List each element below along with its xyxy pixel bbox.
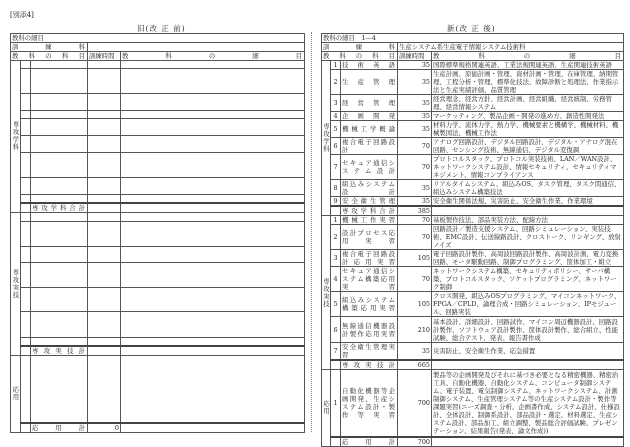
subject-detail: 生産計画、原価計画・管理、資材計画・管理、在庫管理、納期管理、工程分析・管理、標準化技法、故障診断と処理法、作業指示法と生産実績評価、品質管理 xyxy=(432,70,624,95)
item-number xyxy=(21,212,31,221)
total-number-cell xyxy=(21,423,31,433)
subject-detail: マーケッティング、製品企画・開発の進め方、創造性開発法 xyxy=(432,112,624,121)
course-label: 訓 練 科 xyxy=(323,43,396,51)
subject-name xyxy=(31,195,88,203)
table-row xyxy=(11,262,305,287)
table-row xyxy=(11,212,305,221)
training-hours xyxy=(88,136,121,153)
training-hours xyxy=(88,212,121,221)
item-number: 1 xyxy=(331,216,341,225)
training-hours xyxy=(88,195,121,203)
subject-detail xyxy=(121,178,305,195)
total-detail-cell xyxy=(432,206,624,216)
annex-label: [別添4] xyxy=(10,11,34,19)
item-number: 9 xyxy=(331,197,341,207)
item-number xyxy=(21,246,31,262)
col-hours-header: 訓練時間 xyxy=(88,52,121,61)
section-total-label: 専攻学科合計 xyxy=(32,203,86,212)
training-hours xyxy=(88,262,121,287)
table-row xyxy=(322,370,624,437)
subject-detail xyxy=(121,287,305,311)
section-label: 専攻実技 xyxy=(11,212,21,356)
section-total-label: 専攻実技計 xyxy=(32,347,86,355)
section-total-hours: 385 xyxy=(398,206,432,216)
item-number xyxy=(21,61,31,69)
subject-detail xyxy=(121,195,305,203)
training-hours xyxy=(88,311,121,337)
training-hours xyxy=(88,111,121,119)
training-hours: 35 xyxy=(398,95,432,112)
subject-name xyxy=(31,311,88,337)
section-total-label: 応 用 計 xyxy=(32,423,86,432)
table-row xyxy=(322,317,624,343)
training-hours: 700 xyxy=(398,370,432,437)
training-hours: 70 xyxy=(398,225,432,250)
subject-name xyxy=(31,94,88,111)
subject-name: 安全衛生管理 xyxy=(342,197,396,205)
col-detail-header: 教 科 の 細 目 xyxy=(122,52,304,60)
subject-name: 機械工作実習 xyxy=(342,216,396,224)
subject-name: 経営管理 xyxy=(341,95,398,112)
total-number-cell xyxy=(21,203,31,213)
section-total-hours: 700 xyxy=(398,437,432,447)
total-detail-cell xyxy=(121,346,305,356)
course-value: 生産システム系生産電子情報システム技術科 xyxy=(398,43,624,52)
item-number: 5 xyxy=(331,121,341,138)
table-row xyxy=(322,155,624,180)
subject-detail: クロス開発、組込みOSプログラミング、マイコンネットワーク、FPGA／CPLD、論理合成・回路シミュレーション、IPモジュール、回路実装 xyxy=(432,292,624,317)
subject-detail: リアルタイムシステム、組込みOS、タスク管理、タスク間通信、組込みシステム構築技法 xyxy=(432,180,624,197)
table-row xyxy=(11,221,305,246)
total-detail-cell xyxy=(432,437,624,447)
subject-name xyxy=(31,153,88,178)
training-hours: 210 xyxy=(398,317,432,343)
table-row xyxy=(322,197,624,207)
section-total-hours xyxy=(88,346,121,356)
subject-name: 企画開発 xyxy=(342,112,396,120)
training-hours: 70 xyxy=(398,216,432,225)
subject-detail xyxy=(121,212,305,221)
subject-name: セキュア通信システム構築応用実習 xyxy=(342,267,396,291)
subject-detail: 基本設計、詳細設計、回路試作、マイコン周辺機器設計、回路設計製作、ソフトウェア設計製作、筐体設計製作、総合組立、性能試験、総合テスト、発表、報告書作成 xyxy=(432,317,624,343)
table-row xyxy=(11,246,305,262)
table-row xyxy=(322,70,624,95)
section-total-hours xyxy=(88,203,121,213)
subject-name xyxy=(31,61,88,69)
section-total-row xyxy=(322,360,624,370)
subject-name xyxy=(31,262,88,287)
section-total-row xyxy=(11,423,305,433)
subject-name xyxy=(31,212,88,221)
subject-detail xyxy=(121,262,305,287)
subject-detail: 安全衛生関係法規、災害防止、安全衛生作業、作業環境 xyxy=(432,197,624,207)
subject-detail xyxy=(121,153,305,178)
training-hours xyxy=(88,94,121,111)
subject-detail: 回路設計／製造支援システム、回路シミュレーション、実装技術、EMC設計、伝送線路設計、クロストーク、リンギング、放射ノイズ xyxy=(432,225,624,250)
subject-detail xyxy=(121,61,305,69)
table-row xyxy=(11,178,305,195)
subject-name xyxy=(31,287,88,311)
subject-detail xyxy=(121,119,305,136)
item-number: 1 xyxy=(331,61,341,70)
old-caption: 旧(改 正 前) xyxy=(137,24,186,33)
total-number-cell xyxy=(331,360,341,370)
section-label: 応用 xyxy=(11,356,21,433)
training-hours: 35 xyxy=(398,343,432,361)
breakdown-title: 教科の細目 xyxy=(11,34,305,43)
subject-detail xyxy=(121,221,305,246)
subject-name: セキュア通信システム設計 xyxy=(341,155,398,180)
subject-name: 機械工学概論 xyxy=(341,121,398,138)
section-label: 専攻学科 xyxy=(11,61,21,213)
subject-detail xyxy=(121,136,305,153)
section-total-label: 応 用 計 xyxy=(342,437,396,446)
subject-detail xyxy=(121,246,305,262)
item-number: 4 xyxy=(331,112,341,121)
table-row xyxy=(11,153,305,178)
col-subject-header: 教 科 の 科 目 xyxy=(323,52,396,60)
new-curriculum-table xyxy=(321,33,624,447)
training-hours xyxy=(88,337,121,346)
col-hours-header: 訓練時間 xyxy=(398,52,432,61)
subject-name xyxy=(31,119,88,136)
training-hours: 70 xyxy=(398,155,432,180)
subject-name: 安全衛生管理実習 xyxy=(342,343,396,359)
table-row xyxy=(322,112,624,121)
section-total-row xyxy=(322,206,624,216)
total-number-cell xyxy=(331,206,341,216)
training-hours: 35 xyxy=(398,180,432,197)
item-number xyxy=(21,262,31,287)
training-hours xyxy=(88,153,121,178)
col-detail-header: 教 科 の 細 目 xyxy=(433,52,623,60)
item-number xyxy=(21,94,31,111)
training-hours xyxy=(88,246,121,262)
training-hours xyxy=(88,178,121,195)
subject-detail: アナログ回路設計、デジタル回路設計、デジタル・アナログ混在回路、センシング技術、無線通信、デジタル変復調 xyxy=(432,138,624,155)
subject-detail xyxy=(121,94,305,111)
subject-detail: 経営理念、経営方針、経営計画、経営組織、経営統制、労務管理、経営情報システム xyxy=(432,95,624,112)
subject-detail: 基板製作技法、部品実装方法、配線方法 xyxy=(432,216,624,225)
table-row xyxy=(322,250,624,267)
subject-detail: 電子回路設計製作、高周波回路設計製作、高周波計測、電力変換回路、モータ駆動回路、制御プログラミング、筐体加工・組立 xyxy=(432,250,624,267)
section-label: 専攻実技 xyxy=(322,216,331,370)
table-row xyxy=(322,95,624,112)
training-hours xyxy=(88,221,121,246)
subject-detail: プロトコルスタック、プロトコル実装技術、LAN／WAN設計、ネットワークシステム設計、情報セキュリティ、セキュリティマネジメント、情報コンプライアンス xyxy=(432,155,624,180)
item-number xyxy=(21,337,31,346)
item-number: 8 xyxy=(331,180,341,197)
training-hours: 35 xyxy=(398,112,432,121)
item-number: 5 xyxy=(331,292,341,317)
table-row xyxy=(11,119,305,136)
course-label: 訓 練 科 xyxy=(12,43,86,51)
subject-name xyxy=(31,178,88,195)
table-row xyxy=(322,180,624,197)
table-row xyxy=(11,94,305,111)
section-total-hours: 0 xyxy=(88,423,121,433)
page-divider xyxy=(311,32,312,432)
training-hours: 35 xyxy=(398,197,432,207)
item-number xyxy=(21,69,31,94)
table-row xyxy=(322,121,624,138)
item-number: 6 xyxy=(331,138,341,155)
training-hours xyxy=(88,69,121,94)
subject-detail xyxy=(121,311,305,337)
subject-name: 組込みシステム設計 xyxy=(342,180,396,196)
subject-detail xyxy=(121,356,305,423)
section-label: 専攻学科 xyxy=(322,61,331,216)
training-hours: 105 xyxy=(398,250,432,267)
table-row xyxy=(322,267,624,292)
table-row xyxy=(322,216,624,225)
subject-name: 生産管理 xyxy=(341,70,398,95)
item-number: 3 xyxy=(331,250,341,267)
total-number-cell xyxy=(21,346,31,356)
total-detail-cell xyxy=(432,360,624,370)
subject-name xyxy=(31,246,88,262)
breakdown-title: 教科の細目 1—4 xyxy=(322,34,624,43)
training-hours xyxy=(88,119,121,136)
training-hours xyxy=(88,287,121,311)
old-curriculum-table xyxy=(10,33,305,433)
item-number xyxy=(21,111,31,119)
item-number: 4 xyxy=(331,267,341,292)
section-total-label: 専攻実技計 xyxy=(342,361,396,369)
section-total-row xyxy=(322,437,624,447)
section-total-row xyxy=(11,346,305,356)
item-number xyxy=(21,178,31,195)
item-number xyxy=(21,287,31,311)
subject-name: 複合電子回路設計 xyxy=(342,138,396,154)
table-row xyxy=(322,138,624,155)
item-number: 1 xyxy=(331,370,341,437)
subject-detail xyxy=(121,337,305,346)
item-number: 2 xyxy=(331,225,341,250)
subject-name: 自動化機器等企画開発、生産システム設計・製作等実習 xyxy=(341,370,398,437)
training-hours: 35 xyxy=(398,121,432,138)
total-number-cell xyxy=(331,437,341,447)
subject-name xyxy=(31,69,88,94)
total-detail-cell xyxy=(121,203,305,213)
subject-name xyxy=(31,136,88,153)
table-row xyxy=(11,311,305,337)
subject-name: 技術英語 xyxy=(342,61,396,69)
item-number: 2 xyxy=(331,70,341,95)
total-detail-cell xyxy=(121,423,305,433)
table-row xyxy=(11,195,305,203)
subject-name: 組込みシステム構築応用実習 xyxy=(341,292,398,317)
course-value xyxy=(88,43,305,52)
training-hours: 35 xyxy=(398,70,432,95)
table-row xyxy=(11,69,305,94)
item-number xyxy=(21,195,31,203)
section-total-hours: 665 xyxy=(398,360,432,370)
item-number: 3 xyxy=(331,95,341,112)
subject-detail: 材料力学、流体力学、熱力学、機械要素と機構学、機械材料、機械製図法、機械工作法 xyxy=(432,121,624,138)
item-number: 7 xyxy=(331,343,341,361)
subject-name xyxy=(31,356,88,423)
table-row xyxy=(322,343,624,361)
training-hours xyxy=(88,61,121,69)
subject-name xyxy=(31,111,88,119)
section-total-label: 専攻学科合計 xyxy=(342,207,396,215)
subject-detail xyxy=(121,69,305,94)
subject-name: 複合電子回路設計応用実習 xyxy=(342,250,396,266)
col-subject-header: 教 科 の 科 目 xyxy=(12,52,86,60)
subject-name: 設計プロセス応用実習 xyxy=(341,225,398,250)
table-row xyxy=(322,61,624,70)
table-row xyxy=(11,287,305,311)
subject-detail: ネットワークシステム構築、セキュリティポリシー、サーバ構築、プロトコルスタック、ソケットプログラミング、ネットワーク制御 xyxy=(432,267,624,292)
item-number xyxy=(21,136,31,153)
item-number xyxy=(21,119,31,136)
table-row xyxy=(11,136,305,153)
subject-name xyxy=(31,337,88,346)
item-number xyxy=(21,153,31,178)
item-number: 6 xyxy=(331,317,341,343)
item-number: 7 xyxy=(331,155,341,180)
table-row xyxy=(322,292,624,317)
subject-detail xyxy=(121,111,305,119)
item-number xyxy=(21,356,31,423)
training-hours: 35 xyxy=(398,61,432,70)
new-caption: 新(改 正 後) xyxy=(447,24,496,33)
subject-detail: 国際標準規格関連英語、工業法規関連英語、生産関連技術英語 xyxy=(432,61,624,70)
subject-name xyxy=(31,221,88,246)
section-label: 応用 xyxy=(322,370,331,447)
table-row xyxy=(322,225,624,250)
section-total-row xyxy=(11,203,305,213)
subject-detail: 災害防止、安全衛生作業、応急措置 xyxy=(432,343,624,361)
table-row xyxy=(11,356,305,423)
subject-detail: 製品等の企画開発及びそれに基づき必要となる精密機器、精密治工具、自動化機器、自動化システム、コンピュータ制御システム、電子装置、電気制御システム、ネットワークシステム、計測制御システム、生産管理システム等の生産システム設計・製作等課題実習(ニーズ調査・分析、企画書作成、システム設計、仕様設計、全体設計、制御系設計、部品設計・選定、材料選定、生産システム設計、部品加工、組立調整、製品総合評価試験、プレゼンテーション、結果報告(発表、論文作成)) xyxy=(432,370,624,437)
subject-name: 無線通信機器設計製作応用実習 xyxy=(341,317,398,343)
table-row xyxy=(11,337,305,346)
table-row xyxy=(11,61,305,69)
training-hours xyxy=(88,356,121,423)
training-hours: 105 xyxy=(398,292,432,317)
table-row xyxy=(11,111,305,119)
item-number xyxy=(21,221,31,246)
training-hours: 70 xyxy=(398,267,432,292)
item-number xyxy=(21,311,31,337)
training-hours: 70 xyxy=(398,138,432,155)
